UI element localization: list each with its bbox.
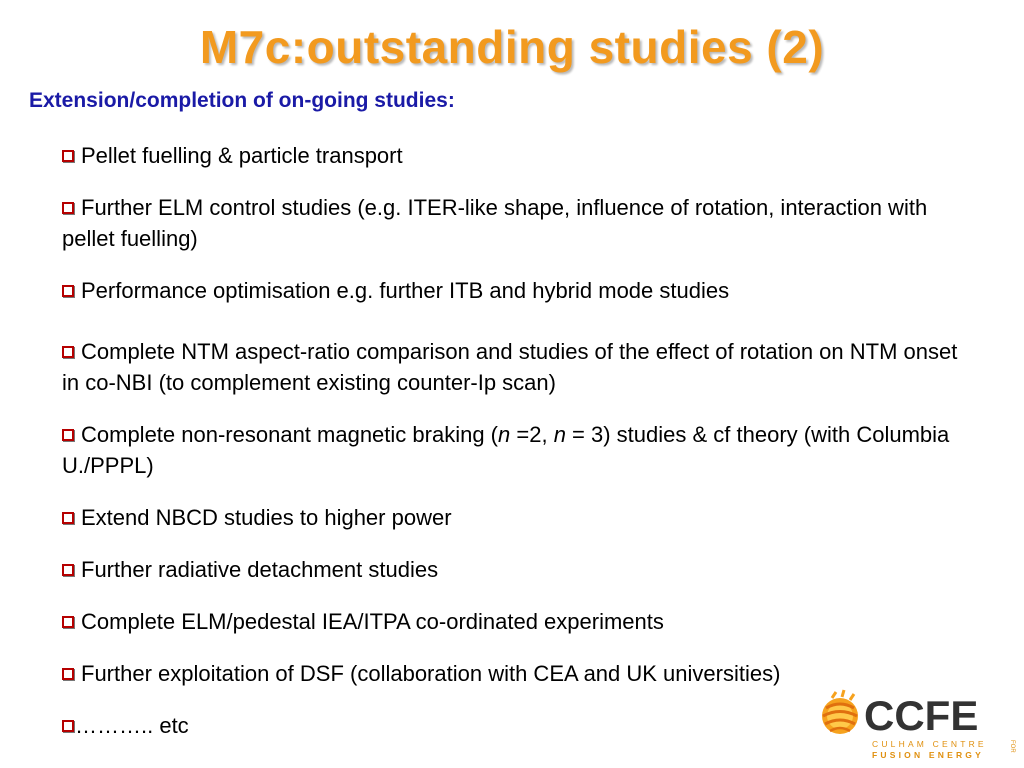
ccfe-logo bbox=[818, 688, 1018, 760]
logo-line1: CULHAM CENTRE bbox=[872, 739, 987, 749]
list-item: Pellet fuelling & particle transport bbox=[62, 140, 962, 171]
checkbox-bullet-icon bbox=[62, 429, 74, 441]
logo-line2: FUSION ENERGY bbox=[872, 750, 984, 760]
slide-subtitle: Extension/completion of on-going studies: bbox=[29, 89, 455, 112]
logo-side-text: FOR bbox=[1009, 740, 1015, 753]
list-item: ……….. etc bbox=[62, 710, 962, 741]
list-item: Further radiative detachment studies bbox=[62, 554, 962, 585]
logo-wordmark: CCFE bbox=[864, 692, 979, 739]
list-item: Complete non-resonant magnetic braking (n =2, n = 3) studies & cf theory (with Columbia U./PPPL) bbox=[62, 422, 950, 478]
list-item: Extend NBCD studies to higher power bbox=[62, 502, 962, 533]
checkbox-bullet-icon bbox=[62, 720, 74, 732]
list-item: Performance optimisation e.g. further ITB and hybrid mode studies bbox=[62, 275, 962, 306]
list-item: Further ELM control studies (e.g. ITER-like shape, influence of rotation, interaction with pellet fuelling) bbox=[62, 195, 928, 251]
checkbox-bullet-icon bbox=[62, 346, 74, 358]
checkbox-bullet-icon bbox=[62, 202, 74, 214]
list-item: Complete ELM/pedestal IEA/ITPA co-ordinated experiments bbox=[62, 606, 962, 637]
checkbox-bullet-icon bbox=[62, 150, 74, 162]
checkbox-bullet-icon bbox=[62, 668, 74, 680]
checkbox-bullet-icon bbox=[62, 616, 74, 628]
list-item: Further exploitation of DSF (collaboration with CEA and UK universities) bbox=[62, 658, 962, 689]
list-item: Complete NTM aspect-ratio comparison and studies of the effect of rotation on NTM onset in co-NBI (to complement existing counter-Ip scan) bbox=[62, 339, 958, 395]
checkbox-bullet-icon bbox=[62, 285, 74, 297]
checkbox-bullet-icon bbox=[62, 564, 74, 576]
sun-emblem-icon bbox=[822, 690, 858, 734]
slide-title: M7c:outstanding studies (2) bbox=[199, 21, 825, 73]
checkbox-bullet-icon bbox=[62, 512, 74, 524]
